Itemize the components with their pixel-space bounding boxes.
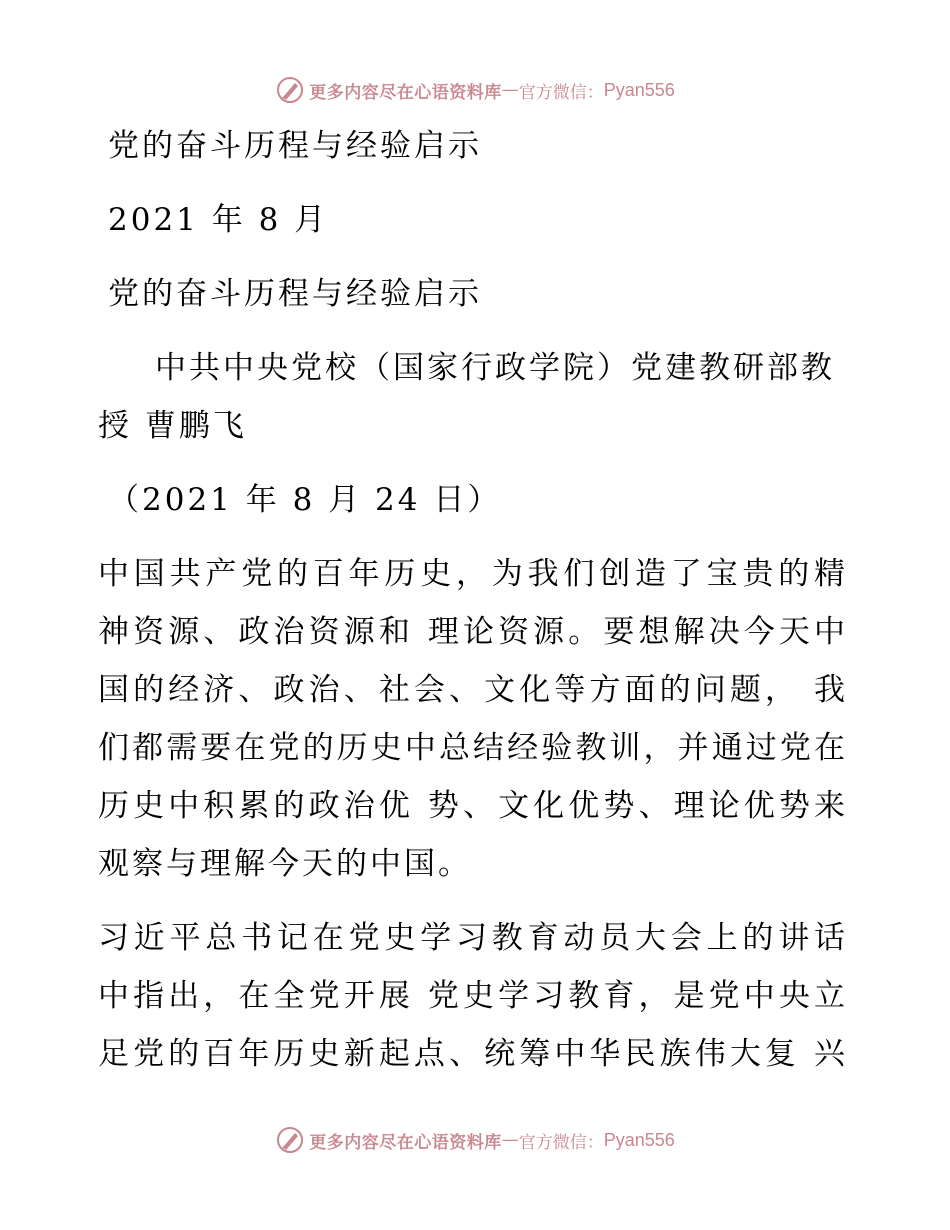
paragraph-line: 国的经济、政治、社会、文化等方面的问题， 我 (98, 672, 848, 708)
watermark-sub-text: 官方微信： (518, 82, 604, 103)
document-heading: 党的奋斗历程与经验启示 (108, 276, 482, 312)
paragraph-line: 观察与理解今天的中国。 (98, 846, 472, 882)
paragraph-line: 中指出，在全党开展 党史学习教育，是党中央立 (98, 978, 848, 1014)
author-line-1: 中共中央党校（国家行政学院）党建教研部教 (155, 350, 835, 386)
paragraph-line: 们都需要在党的历史中总结经验教训，并通过党在 (98, 730, 848, 766)
watermark-id: Pyan556 (603, 1129, 675, 1150)
paragraph-line: 中国共产党的百年历史，为我们创造了宝贵的精 (98, 556, 848, 592)
author-line-2: 授 曹鹏飞 (98, 408, 247, 444)
pen-logo-icon (275, 1125, 305, 1155)
document-title: 党的奋斗历程与经验启示 (108, 128, 482, 164)
watermark-main-text: 更多内容尽在心语资料库 (309, 82, 502, 103)
speech-date: （2021 年 8 月 24 日） (108, 482, 502, 518)
paragraph-line: 历史中积累的政治优 势、文化优势、理论优势来 (98, 788, 848, 824)
watermark-sub-text: 官方微信： (518, 1132, 604, 1153)
watermark-main-text: 更多内容尽在心语资料库 (309, 1132, 502, 1153)
watermark-id: Pyan556 (603, 79, 675, 100)
paragraph-line: 习近平总书记在党史学习教育动员大会上的讲话 (98, 920, 848, 956)
watermark-banner-bottom (0, 1122, 950, 1158)
pen-logo-icon (275, 75, 305, 105)
paragraph-line: 神资源、政治资源和 理论资源。要想解决今天中 (98, 614, 848, 650)
document-date: 2021 年 8 月 (108, 202, 329, 238)
watermark-dash: — (501, 1130, 519, 1150)
paragraph-line: 足党的百年历史新起点、统筹中华民族伟大复 兴 (98, 1036, 848, 1072)
watermark-banner-top (0, 72, 950, 108)
watermark-dash: — (501, 80, 519, 100)
